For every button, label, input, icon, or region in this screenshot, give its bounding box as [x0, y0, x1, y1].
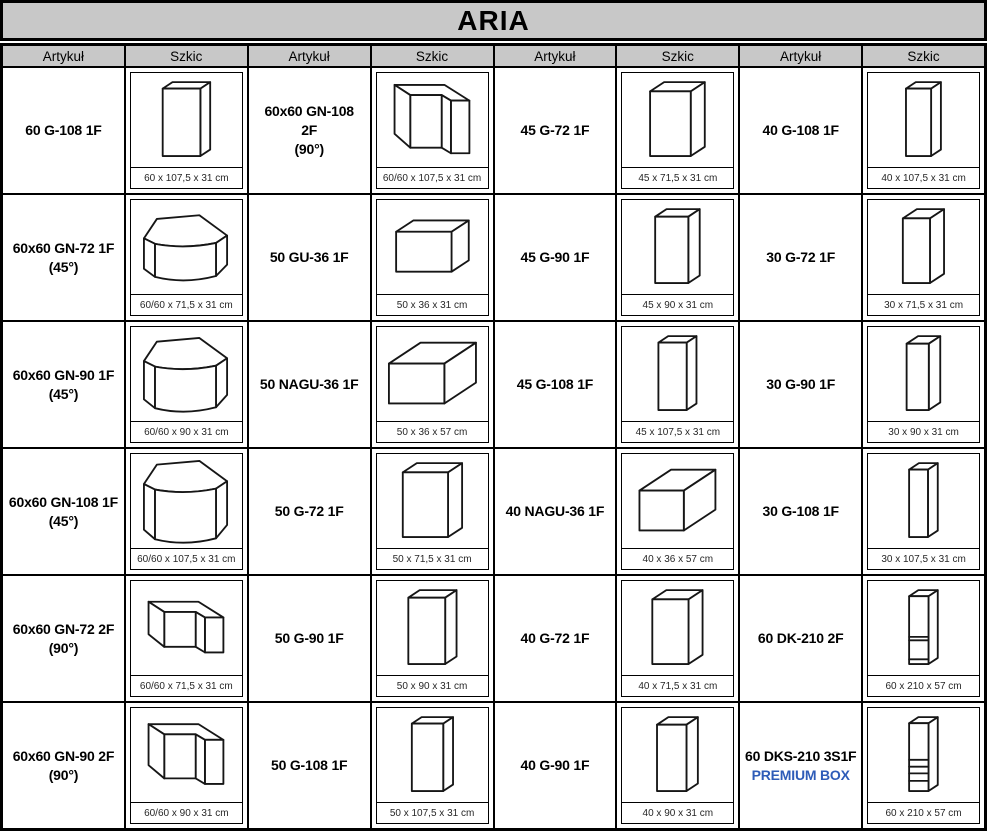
article-name-line: 40 NAGU-36 1F	[505, 503, 605, 520]
article-name-line: 60x60 GN-108	[264, 103, 354, 120]
article-name-line: 60x60 GN-72 1F	[12, 239, 115, 256]
sketch-cell	[371, 575, 494, 702]
article-name-line: (45°)	[48, 512, 79, 529]
sketch-cell	[862, 448, 985, 575]
sketch-frame	[867, 707, 980, 824]
sketch-frame	[130, 580, 243, 697]
sketch-frame	[130, 326, 243, 443]
column-header-artykul: Artykuł	[248, 45, 371, 67]
sketch-dimensions: 40 x 36 x 57 cm	[622, 548, 733, 569]
article-name-line: 60x60 GN-108 1F	[8, 493, 118, 510]
sketch-dimensions: 60 x 107,5 x 31 cm	[131, 167, 242, 188]
sketch-cell	[862, 321, 985, 448]
cabinet-sketch-icon	[131, 73, 242, 167]
cabinet-sketch-icon	[868, 200, 979, 294]
sketch-cell	[125, 321, 248, 448]
sketch-dimensions: 40 x 90 x 31 cm	[622, 802, 733, 823]
article-cell	[739, 575, 862, 702]
sketch-frame	[621, 707, 734, 824]
sketch-cell	[862, 575, 985, 702]
sketch-dimensions: 50 x 90 x 31 cm	[377, 675, 488, 696]
page-title: ARIA	[0, 0, 987, 41]
cabinet-sketch-icon	[131, 327, 242, 421]
cabinet-sketch-icon	[131, 708, 242, 802]
article-name-line: 45 G-72 1F	[520, 122, 590, 139]
sketch-cell	[125, 194, 248, 321]
article-cell	[2, 448, 125, 575]
article-cell	[494, 702, 617, 829]
article-cell	[2, 194, 125, 321]
article-name-line: 60 DKS-210 3S1F	[744, 747, 857, 764]
sketch-cell	[862, 67, 985, 194]
sketch-frame	[867, 199, 980, 316]
cabinet-sketch-icon	[131, 200, 242, 294]
sketch-cell	[371, 448, 494, 575]
sketch-frame	[130, 72, 243, 189]
sketch-dimensions: 45 x 90 x 31 cm	[622, 294, 733, 315]
article-cell	[494, 194, 617, 321]
article-name-line: 60 G-108 1F	[25, 122, 102, 139]
sketch-frame	[376, 326, 489, 443]
sketch-dimensions: 45 x 71,5 x 31 cm	[622, 167, 733, 188]
column-header-szkic: Szkic	[371, 45, 494, 67]
cabinet-sketch-icon	[377, 581, 488, 675]
sketch-dimensions: 50 x 36 x 31 cm	[377, 294, 488, 315]
sketch-dimensions: 60 x 210 x 57 cm	[868, 675, 979, 696]
article-name-line: PREMIUM BOX	[751, 766, 850, 783]
article-cell	[248, 575, 371, 702]
sketch-dimensions: 45 x 107,5 x 31 cm	[622, 421, 733, 442]
sketch-dimensions: 30 x 107,5 x 31 cm	[868, 548, 979, 569]
cabinet-sketch-icon	[868, 708, 979, 802]
cabinet-sketch-icon	[131, 581, 242, 675]
sketch-cell	[125, 67, 248, 194]
sketch-dimensions: 60/60 x 90 x 31 cm	[131, 421, 242, 442]
column-header-szkic: Szkic	[616, 45, 739, 67]
article-name-line: 50 G-72 1F	[274, 503, 344, 520]
article-cell	[2, 702, 125, 829]
sketch-frame	[376, 72, 489, 189]
sketch-frame	[376, 707, 489, 824]
sketch-cell	[616, 448, 739, 575]
article-cell	[494, 448, 617, 575]
cabinet-sketch-icon	[868, 454, 979, 548]
sketch-dimensions: 40 x 71,5 x 31 cm	[622, 675, 733, 696]
article-cell	[494, 575, 617, 702]
cabinet-sketch-icon	[622, 454, 733, 548]
article-name-line: 60x60 GN-72 2F	[12, 620, 115, 637]
article-cell	[2, 321, 125, 448]
sketch-dimensions: 60/60 x 107,5 x 31 cm	[131, 548, 242, 569]
article-name-line: 45 G-108 1F	[516, 376, 594, 393]
sketch-dimensions: 60/60 x 90 x 31 cm	[131, 802, 242, 823]
article-name-line: 30 G-72 1F	[766, 249, 836, 266]
sketch-frame	[376, 453, 489, 570]
cabinet-sketch-icon	[131, 454, 242, 548]
article-cell	[739, 702, 862, 829]
cabinet-sketch-icon	[868, 327, 979, 421]
sketch-frame	[621, 580, 734, 697]
sketch-frame	[130, 199, 243, 316]
cabinet-sketch-icon	[377, 708, 488, 802]
sketch-dimensions: 30 x 71,5 x 31 cm	[868, 294, 979, 315]
cabinet-sketch-icon	[622, 708, 733, 802]
sketch-cell	[862, 194, 985, 321]
sketch-dimensions: 50 x 107,5 x 31 cm	[377, 802, 488, 823]
article-name-line: 30 G-90 1F	[766, 376, 836, 393]
column-header-szkic: Szkic	[862, 45, 985, 67]
column-header-artykul: Artykuł	[739, 45, 862, 67]
article-cell	[248, 448, 371, 575]
cabinet-sketch-icon	[868, 73, 979, 167]
column-header-artykul: Artykuł	[2, 45, 125, 67]
sketch-dimensions: 30 x 90 x 31 cm	[868, 421, 979, 442]
cabinet-sketch-icon	[377, 200, 488, 294]
sketch-cell	[616, 321, 739, 448]
article-cell	[739, 67, 862, 194]
article-cell	[494, 67, 617, 194]
article-name-line: 40 G-72 1F	[520, 630, 590, 647]
cabinet-sketch-icon	[622, 73, 733, 167]
column-header-szkic: Szkic	[125, 45, 248, 67]
article-cell	[248, 194, 371, 321]
sketch-dimensions: 50 x 71,5 x 31 cm	[377, 548, 488, 569]
sketch-cell	[616, 67, 739, 194]
column-header-artykul: Artykuł	[494, 45, 617, 67]
sketch-frame	[867, 453, 980, 570]
sketch-frame	[867, 580, 980, 697]
sketch-frame	[621, 326, 734, 443]
article-cell	[248, 702, 371, 829]
article-name-line: 60x60 GN-90 1F	[12, 366, 115, 383]
sketch-cell	[616, 575, 739, 702]
article-name-line: (90°)	[48, 639, 79, 656]
sketch-dimensions: 40 x 107,5 x 31 cm	[868, 167, 979, 188]
cabinet-sketch-icon	[622, 581, 733, 675]
sketch-frame	[130, 707, 243, 824]
sketch-frame	[867, 326, 980, 443]
article-name-line: (90°)	[48, 766, 79, 783]
sketch-frame	[867, 72, 980, 189]
article-cell	[739, 448, 862, 575]
article-name-line: 45 G-90 1F	[520, 249, 590, 266]
article-cell	[494, 321, 617, 448]
sketch-cell	[125, 448, 248, 575]
article-name-line: 60 DK-210 2F	[757, 630, 844, 647]
sketch-cell	[371, 702, 494, 829]
sketch-cell	[616, 194, 739, 321]
article-name-line: 50 NAGU-36 1F	[259, 376, 359, 393]
catalog-table	[0, 43, 987, 831]
article-name-line: 50 GU-36 1F	[269, 249, 349, 266]
sketch-cell	[616, 702, 739, 829]
article-name-line: (45°)	[48, 385, 79, 402]
sketch-dimensions: 50 x 36 x 57 cm	[377, 421, 488, 442]
article-name-line: 50 G-90 1F	[274, 630, 344, 647]
article-name-line: 60x60 GN-90 2F	[12, 747, 115, 764]
sketch-frame	[621, 199, 734, 316]
sketch-cell	[862, 702, 985, 829]
sketch-frame	[376, 199, 489, 316]
sketch-cell	[125, 702, 248, 829]
article-cell	[739, 194, 862, 321]
cabinet-sketch-icon	[868, 581, 979, 675]
article-cell	[2, 67, 125, 194]
article-cell	[248, 67, 371, 194]
article-name-line: 40 G-90 1F	[520, 757, 590, 774]
article-cell	[248, 321, 371, 448]
article-name-line: 2F	[301, 122, 318, 139]
article-name-line: 50 G-108 1F	[270, 757, 348, 774]
cabinet-sketch-icon	[377, 73, 488, 167]
cabinet-sketch-icon	[622, 327, 733, 421]
sketch-dimensions: 60/60 x 71,5 x 31 cm	[131, 294, 242, 315]
sketch-dimensions: 60/60 x 107,5 x 31 cm	[377, 167, 488, 188]
cabinet-sketch-icon	[377, 454, 488, 548]
cabinet-sketch-icon	[377, 327, 488, 421]
sketch-dimensions: 60/60 x 71,5 x 31 cm	[131, 675, 242, 696]
sketch-cell	[371, 67, 494, 194]
sketch-frame	[130, 453, 243, 570]
sketch-cell	[125, 575, 248, 702]
article-cell	[739, 321, 862, 448]
sketch-cell	[371, 321, 494, 448]
sketch-frame	[376, 580, 489, 697]
sketch-frame	[621, 453, 734, 570]
article-name-line: (90°)	[294, 140, 324, 157]
article-cell	[2, 575, 125, 702]
article-name-line: 30 G-108 1F	[762, 503, 839, 520]
article-name-line: (45°)	[48, 258, 79, 275]
cabinet-sketch-icon	[622, 200, 733, 294]
article-name-line: 40 G-108 1F	[762, 122, 839, 139]
sketch-dimensions: 60 x 210 x 57 cm	[868, 802, 979, 823]
sketch-cell	[371, 194, 494, 321]
sketch-frame	[621, 72, 734, 189]
